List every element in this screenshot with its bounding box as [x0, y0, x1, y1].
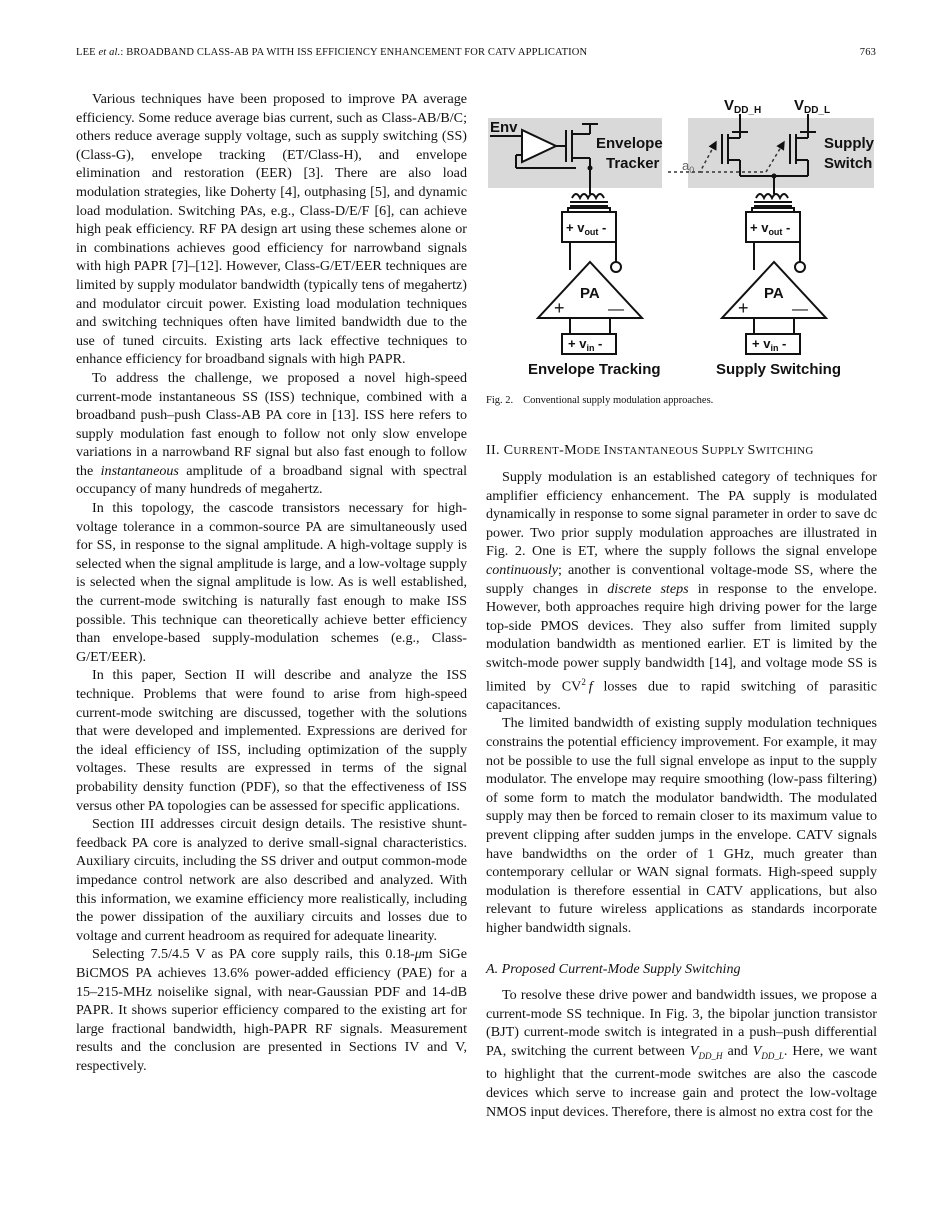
- supply-switch-label-1: Supply: [824, 135, 875, 152]
- page-number: 763: [859, 47, 876, 58]
- header-title: : BROADBAND CLASS-AB PA WITH ISS EFFICIENCY ENHANCEMENT FOR CATV APPLICATION: [120, 47, 588, 58]
- paragraph: To resolve these drive power and bandwidth issues, we propose a current-mode SS technique. In Fig. 3, the bipolar junction transistor (BJT) current-mode switch is integrated in a push–push differential PA, switching the current between $V_{DD\_H}$ and $V_{DD\_L}$. Here, we want to highlight that the current-mode switches are also the cascode devices which serve to increase gain and protect the low-voltage NMOS input devices. Therefore, there is almost no extra cost for the: [486, 987, 877, 1120]
- vout-right: + $v_{out}$ -: [750, 220, 791, 237]
- supply-switch-label-2: Switch: [824, 155, 873, 172]
- env-label: Env: [490, 119, 518, 136]
- vdd-l-label: $V_{DD\_L}$: [794, 97, 831, 116]
- vin-right: + $v_{in}$ -: [752, 336, 787, 353]
- paragraph: In this topology, the cascode transistors necessary for high-voltage tolerance in a common-source PA are simultaneously used for SS, in response to the signal amplitude. A high-voltage supply is selected when the signal amplitude is large, and a low-voltage supply is selected when the signal amplitude is low. As is well established, the current-mode switching is naturally fast enough to make ISS possible. This technique can theoretically achieve better efficiency than envelope-based supply-modulation schemes (e.g., Class-G/ET/EER).: [76, 500, 467, 665]
- figure-caption: [486, 395, 713, 406]
- paragraph: Various techniques have been proposed to improve PA average efficiency. Some reduce average bias current, such as Class-AB/B/C; others reduce average supply voltage, such as supply switching (SS) (Class-G), envelope tracking (ET/Class-H), and envelope elimination and restoration (EER) [3]. There are also load modulation strategies, like Doherty [4], outphasing [5], and dynamic load modulation. Switching PAs, e.g., Class-D/E/F [6], can achieve high peak efficiency. RF PA design art using these schemes alone or in combinations achieves good efficiency for narrowband signals with high PAPR [7]–[12]. However, Class-G/ET/EER techniques are limited by supply modulator bandwidth (typically tens of megahertz) and modulator circuit power. Existing load modulation techniques and switching techniques often have limited bandwidth due to the use of tuned circuits. Existing arts lack effective techniques to enhance efficiency for broadband signals with high PAPR.: [76, 91, 467, 368]
- vin-left: + $v_{in}$ -: [568, 336, 603, 353]
- paragraph: Supply modulation is an established category of techniques for amplifier efficiency enhancement. The PA supply is modulated dynamically in response to some signal parameter in order to save dc power. Two prior supply modulation approaches are illustrated in Fig. 2. One is ET, where the supply follows the signal envelope continuously; another is conventional voltage-mode SS, where the supply changes in discrete steps in response to the envelope. However, both approaches require high driving power for the large top-side PMOS devices. They also suffer from limited supply modulation bandwidth as mentioned earlier. ET is limited by the switch-mode power supply bandwidth [14], and voltage mode SS is limited by $CV^2$ f losses due to rapid switching of parasitic capacitances.: [486, 469, 877, 713]
- caption-label: Fig. 2.: [486, 395, 514, 406]
- paragraph: To address the challenge, we proposed a novel high-speed current-mode instantaneous SS (ISS) technique, combined with a broadband push–push Class-AB PA core in [13]. ISS here refers to supply modulation fast enough to follow not only slow envelope variations in a narrowband RF signal but also fast enough to follow the instantaneous amplitude of a broadband signal with spectral occupancy of many hundreds of megahertz.: [76, 369, 467, 498]
- paragraph: In this paper, Section II will describe and analyze the ISS technique. Problems that were found to arise from high-speed current-mode switching are discussed, together with the solutions that were developed and implemented. Expressions are derived for the ideal efficiency of ISS, including optimization of the supply voltages. These results are expressed in terms of the signal probability density function (PDF), so that the effectiveness of ISS versus other PA topologies can be assessed for specific applications.: [76, 667, 467, 814]
- svg-text:+: +: [554, 298, 565, 318]
- svg-text:—: —: [792, 301, 808, 318]
- section-title: II. CURRENT-MODE INSTANTANEOUS SUPPLY SWITCHING: [486, 442, 814, 458]
- a0-label: $a_0$: [682, 158, 695, 175]
- vout-left: + $v_{out}$ -: [566, 220, 607, 237]
- right-column: [486, 468, 877, 1121]
- header-etal: et al.: [98, 47, 121, 58]
- envelope-tracker-label-2: Tracker: [606, 155, 660, 172]
- envelope-tracker-label-1: Envelope: [596, 135, 663, 152]
- label-supply-switching: Supply Switching: [716, 361, 842, 378]
- paragraph: Section III addresses circuit design details. The resistive shunt-feedback PA core is analyzed to derive small-signal characteristics. Auxiliary circuits, including the SS driver and output common-mode impedance control network are also described and analyzed. With this information, we examine efficiency more realistically, including the power dissipation of the auxiliary circuits and losses due to voltage and current headroom as required for adequate linearity.: [76, 816, 467, 944]
- paragraph: Selecting 7.5/4.5 V as PA core supply rails, this 0.18-μm SiGe BiCMOS PA achieves 13.6% power-added efficiency (PAE) for a 15–215-MHz noiselike signal, with near-Gaussian PDF and 14-dB PAPR. It shows superior efficiency compared to the existing art for large fractional bandwidth, high-PAPR RF signals. Measurement results and the conclusion are presented in Sections IV and V, respectively.: [76, 946, 467, 1074]
- pa-label-left: PA: [580, 285, 600, 302]
- vdd-h-label: $V_{DD\_H}$: [724, 97, 762, 116]
- pa-label-right: PA: [764, 285, 784, 302]
- figure-2-diagram: [486, 90, 878, 390]
- label-envelope-tracking: Envelope Tracking: [528, 361, 661, 378]
- left-column: [76, 90, 467, 1075]
- paragraph: The limited bandwidth of existing supply modulation techniques constrains the potential efficiency improvement. For example, it may not be possible to use the full signal envelope as input to the supply modulator. The envelope may require smoothing (low-pass filtering) of some form to match the modulator bandwidth. The modulated supply may then be forced to remain closer to its maximum value to prevent clipping after sudden jumps in the envelope. CATV signals have bandwidths on the order of 1 GHz, much greater than contemporary cellular or WAN signal formats. High-speed supply modulation is therefore essential in CATV applications, but also relevant to future wireless applications as standards incorporate higher bandwidth signals.: [486, 715, 877, 936]
- subsection-title: A. Proposed Current-Mode Supply Switching: [486, 960, 741, 977]
- supply-switch-box: [688, 118, 874, 188]
- caption-text: Conventional supply modulation approaches.: [523, 395, 714, 406]
- running-header: [76, 47, 876, 58]
- svg-text:—: —: [608, 301, 624, 318]
- header-authors: LEE: [76, 47, 96, 58]
- svg-text:+: +: [738, 298, 749, 318]
